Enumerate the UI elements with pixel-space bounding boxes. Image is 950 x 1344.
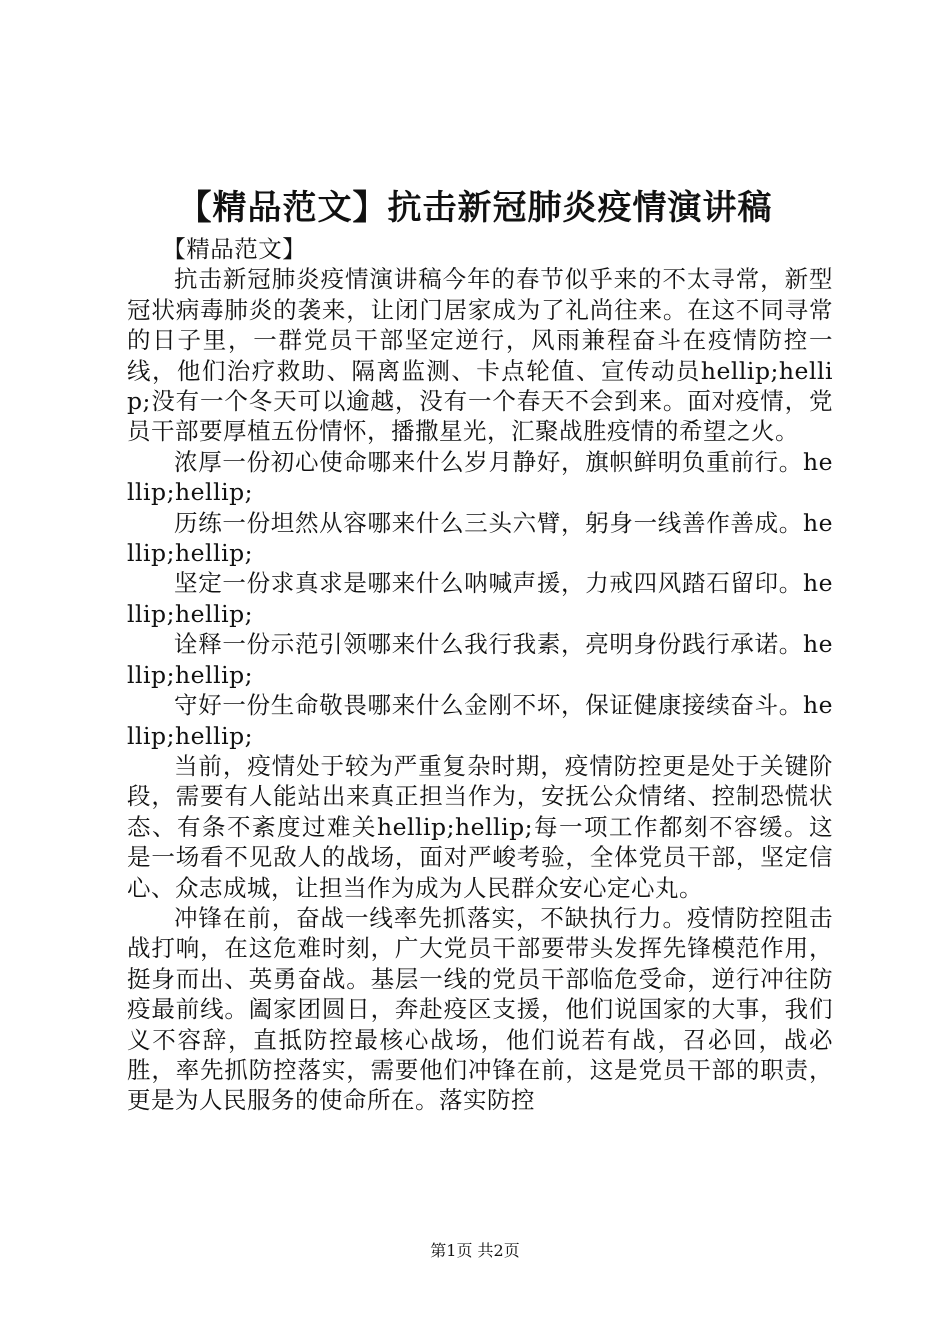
paragraph-current-situation: 当前，疫情处于较为严重复杂时期，疫情防控更是处于关键阶段，需要有人能站出来真正担当作为，安抚公众情绪、控制恐慌状态、有条不紊度过难关hellip;hellip;每一项工作都刻不容缓。这是一场看不见敌人的战场，面对严峻考验，全体党员干部，坚定信心、众志成城，让担当作为成为人民群众安心定心丸。 (127, 751, 833, 902)
page-footer: 第1页 共2页 (430, 1241, 520, 1260)
paragraph-initial-mission: 浓厚一份初心使命哪来什么岁月静好，旗帜鲜明负重前行。hellip;hellip; (127, 447, 833, 507)
paragraph-calm-composure: 历练一份坦然从容哪来什么三头六臂，躬身一线善作善成。hellip;hellip; (127, 508, 833, 568)
paragraph-respect-life: 守好一份生命敬畏哪来什么金刚不坏，保证健康接续奋斗。hellip;hellip; (127, 691, 833, 750)
paragraph-lead-by-example: 诠释一份示范引领哪来什么我行我素，亮明身份践行承诺。hellip;hellip; (127, 630, 833, 689)
paragraph-intro: 抗击新冠肺炎疫情演讲稿今年的春节似乎来的不太寻常，新型冠状病毒肺炎的袭来，让闭门居家成为了礼尚往来。在这不同寻常的日子里，一群党员干部坚定逆行，风雨兼程奋斗在疫情防控一线，他们治疗救助、隔离监测、卡点轮值、宣传动员hellip;hellip;没有一个冬天可以逾越，没有一个春天不会到来。面对疫情，党员干部要厚植五份情怀，播撒星光，汇聚战胜疫情的希望之火。 (127, 265, 833, 446)
document-title: 【精品范文】抗击新冠肺炎疫情演讲稿 (177, 188, 773, 228)
document-body (127, 234, 833, 1116)
document-label: 【精品范文】 (162, 235, 307, 263)
paragraph-charge-forward: 冲锋在前，奋战一线率先抓落实，不缺执行力。疫情防控阻击战打响，在这危难时刻，广大党员干部要带头发挥先锋模范作用，挺身而出、英勇奋战。基层一线的党员干部临危受命，逆行冲往防疫最前线。阖家团圆日，奔赴疫区支援，他们说国家的大事，我们义不容辞，直抵防控最核心战场，他们说若有战，召必回，战必胜，率先抓防控落实，需要他们冲锋在前，这是党员干部的职责，更是为人民服务的使命所在。落实防控 (127, 903, 833, 1115)
paragraph-seek-truth: 坚定一份求真求是哪来什么呐喊声援，力戒四风踏石留印。hellip;hellip; (127, 569, 833, 628)
